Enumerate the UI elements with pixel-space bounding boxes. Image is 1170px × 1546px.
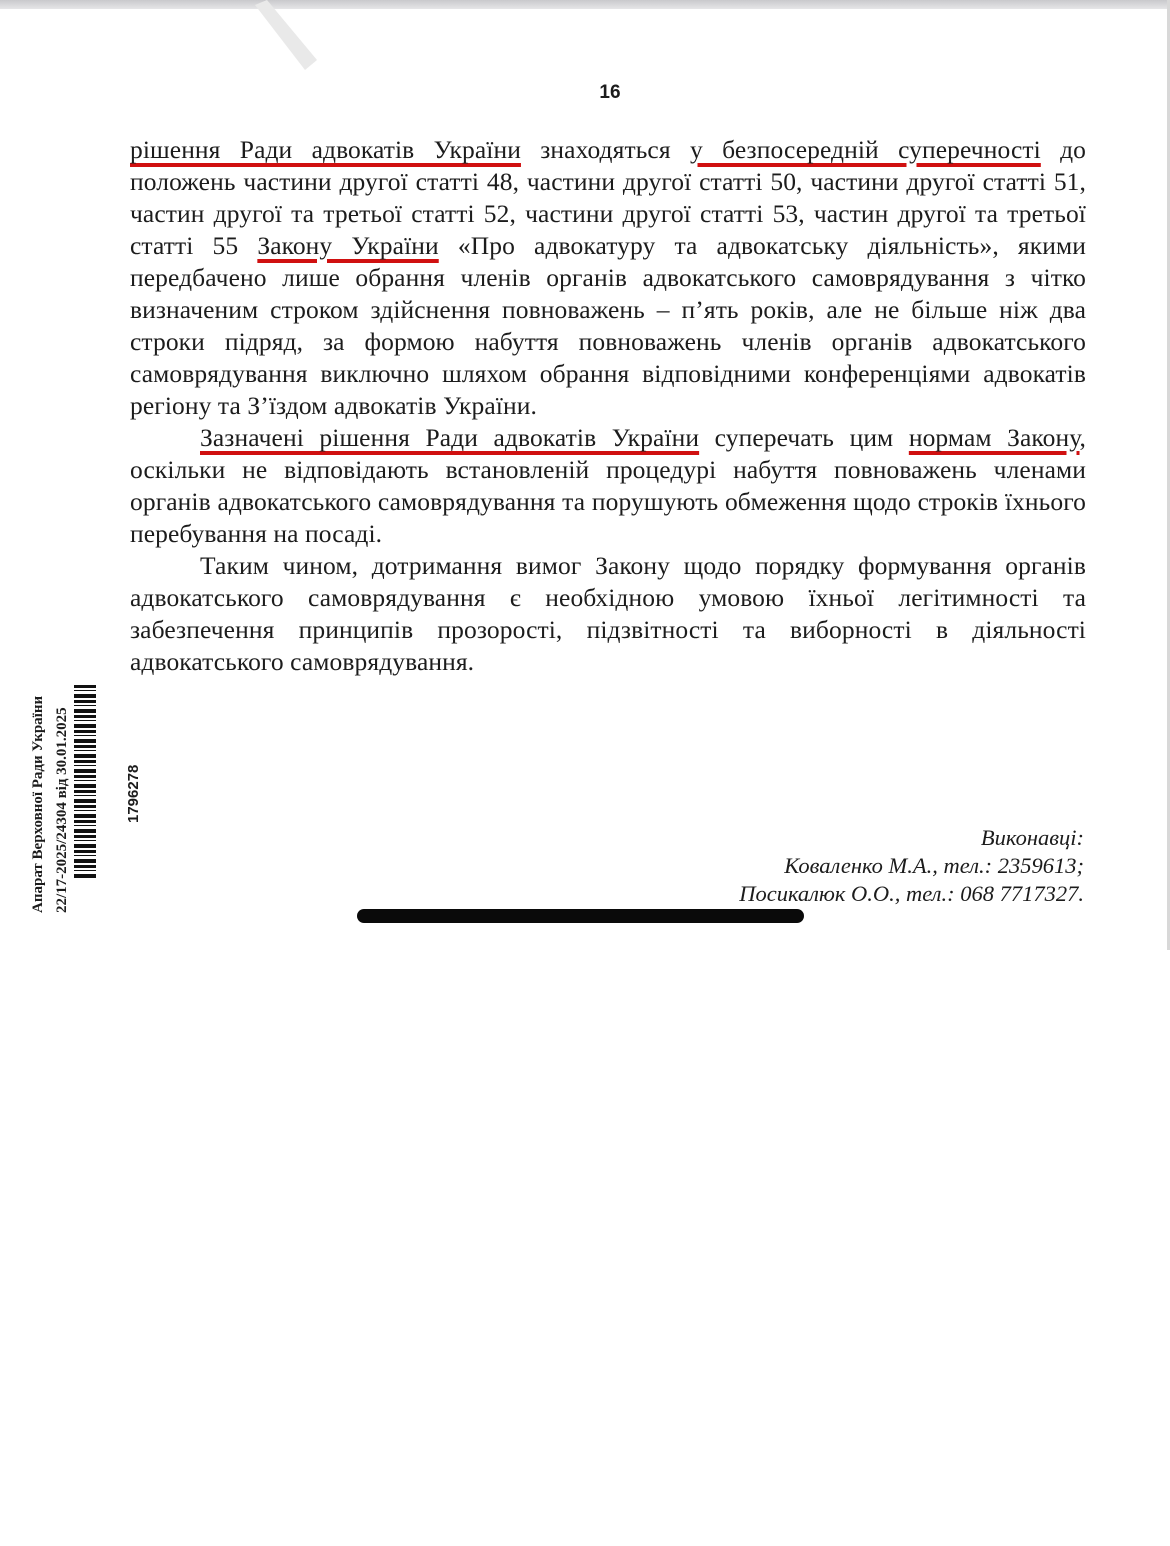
- text-run: Таким чином, дотримання вимог Закону щодо порядку формування органів адвокатського самоврядування є необхідною умовою їхньої легітимності та забезпечення принципів прозорості, підзвітності та виборності в діяльності адвокатського самоврядування.: [130, 551, 1086, 676]
- document-body: [130, 134, 1086, 678]
- executors-heading: Виконавці:: [980, 825, 1084, 850]
- text-run: до положень частини другої статті 48, частини другої статті 50, частини другої статті 51, частин другої та третьої статті 52, частини другої статті 53, частин другої та третьої статті 55: [130, 135, 1087, 260]
- text-run: знаходяться: [520, 135, 690, 164]
- watermark-fragment: [255, 0, 325, 70]
- executors-block: [739, 824, 1084, 908]
- top-border: [0, 0, 1170, 9]
- paragraph-2: [130, 422, 1086, 550]
- redaction-bar: [357, 909, 804, 923]
- executor-1: Коваленко М.А., тел.: 2359613;: [784, 853, 1084, 878]
- barcode-icon: [74, 685, 96, 880]
- page-number: 16: [599, 82, 621, 103]
- text-run: суперечать цим: [699, 423, 909, 452]
- paragraph-1: [130, 134, 1086, 422]
- underlined-phrase-rada-decisions: рішення Ради адвокатів України: [130, 135, 521, 164]
- text-run: , оскільки не відповідають встановленій процедурі набуття повноважень членами органів адвокатського самоврядування та порушують обмеження щодо строків їхнього перебування на посаді.: [130, 423, 1086, 548]
- underlined-phrase-law-norms: нормам Закону: [908, 423, 1080, 452]
- underlined-phrase-said-decisions: Зазначені рішення Ради адвокатів України: [200, 423, 700, 452]
- stamp-organization: Апарат Верховної Ради України: [30, 695, 46, 913]
- underlined-phrase-direct-contradiction: у безпосередній суперечності: [689, 135, 1041, 164]
- stamp-registration-number: 22/17-2025/24304 від 30.01.2025: [54, 707, 70, 913]
- stamp-barcode-number: 1796278: [125, 764, 142, 823]
- paragraph-3: [130, 550, 1086, 678]
- watermark-icon: [255, 0, 325, 70]
- text-run: «Про адвокатуру та адвокатську діяльність», якими передбачено лише обрання членів органів адвокатського самоврядування з чітко визначеним строком здійснення повноважень – п’ять років, але не більше ніж два строки підряд, за формою набуття повноважень членів органів адвокатського самоврядування виключно шляхом обрання відповідними конференціями адвокатів регіону та З’їздом адвокатів України.: [130, 231, 1086, 420]
- executor-2: Посикалюк О.О., тел.: 068 7717327.: [739, 881, 1084, 906]
- underlined-phrase-law-of-ukraine: Закону України: [257, 231, 439, 260]
